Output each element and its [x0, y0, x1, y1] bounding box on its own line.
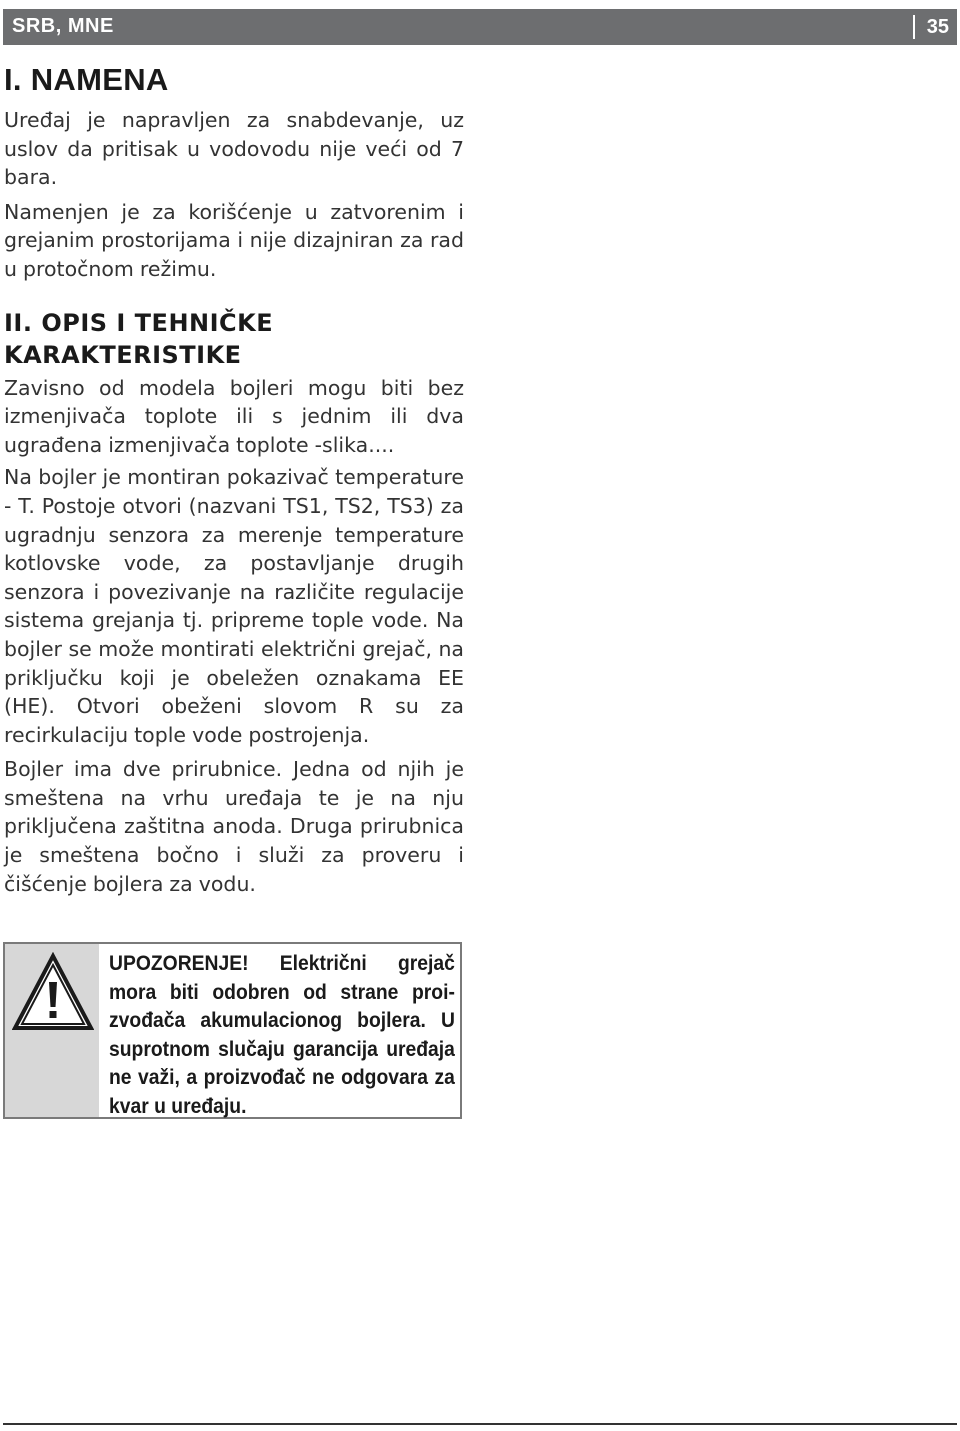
main-column	[4, 62, 464, 898]
section-title-opis-line1: II. OPIS I TEHNIČKE	[4, 308, 274, 337]
section-title-opis-line2: KARAKTERISTIKE	[4, 340, 242, 369]
page-number: 35	[913, 15, 949, 39]
paragraph-opis-3: Bojler ima dve prirubnice. Jedna od njih je smeštena na vrhu uređaja te je na nju priključena zaštitna anoda. Druga prirubnica je smeštena bočno i služi za proveru i čišćenje bojlera za vodu.	[4, 757, 464, 896]
paragraph-opis-1: Zavisno od modela bojleri mogu biti bez izmenjivača toplote ili s jednim ili dva ugrađena izmenjivača toplote -slika....	[4, 375, 464, 457]
header-bar	[3, 9, 957, 45]
section-title-opis	[4, 307, 464, 371]
warning-triangle-icon	[12, 952, 94, 1034]
section-title-namena: I. NAMENA	[4, 62, 169, 97]
warning-icon-cell	[5, 944, 99, 1117]
section-language-label: SRB, MNE	[12, 15, 114, 37]
paragraph-namena-1: Uređaj je napravljen za snabdevanje, uz uslov da pritisak u vodovodu nije veći od 7 bara.	[4, 108, 464, 190]
footer-rule	[3, 1423, 957, 1425]
paragraph-namena-2: Namenjen je za korišćenje u zatvorenim i grejanim prostorijama i nije dizajniran za rad u protočnom režimu.	[4, 199, 464, 281]
warning-box	[3, 942, 462, 1119]
warning-text: UPOZORENJE! Električni grejač mora biti odobren od strane proizvođača akumulacionog bojlera. U suprotnom slučaju garancija uređaja ne važi, a proizvođač ne odgovara za kvar u uređaju.	[109, 952, 455, 1118]
paragraph-opis-2: Na bojler je montiran pokazivač temperature - T. Postoje otvori (nazvani TS1, TS2, TS3) za ugradnju senzora za merenje temperature kotlovske vode, za postavljanje drugih senzora i povezivanje na različite regulacije sistema grejanja tj. pripreme tople vode. Na bojler se može montirati električni grejač, na priključku koji je obeležen oznakama EE (HE). Otvori obeženi slovom R su za recirkulaciju tople vode postrojenja.	[4, 465, 464, 747]
